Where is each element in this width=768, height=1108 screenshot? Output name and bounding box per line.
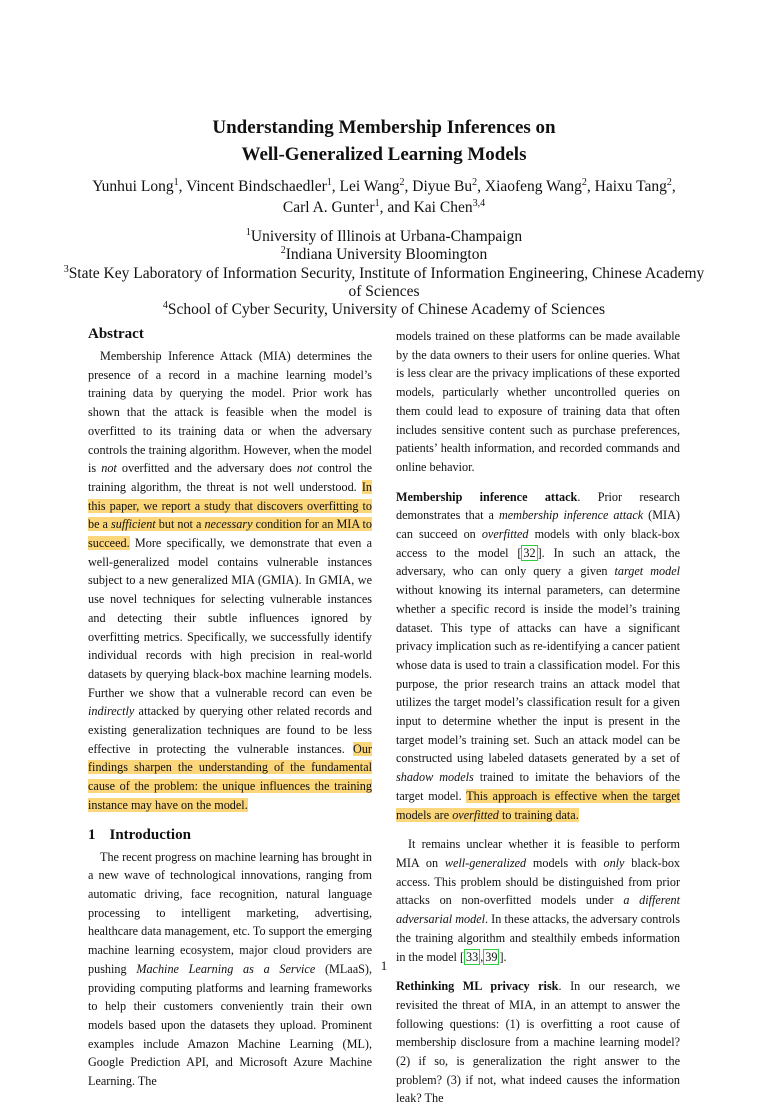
text-run: condition for an MIA to succeed. [88, 517, 373, 551]
text-run: The recent progress on machine learning has brought in a new wave of technological innovations, ranging from automatic driving, face recognition, natural language processing to intelligent marketing, advertising, healthcare data management, etc. To support the emerging machine learning ecosystem, major cloud providers are pushing [88, 849, 372, 976]
text-run: but not a [155, 517, 205, 532]
text-emphasis: membership inference attack [498, 508, 644, 523]
text-run: models with [526, 855, 604, 870]
author-affil-mark: 1 [173, 176, 179, 188]
affiliation-mark: 4 [162, 300, 168, 312]
text-emphasis: not [296, 461, 313, 476]
text-run: black-box access. This problem should be distinguished from prior attacks on non-overfitted models under [396, 855, 681, 908]
author-affil-mark: 2 [666, 176, 672, 188]
run-in-heading: Rethinking ML privacy risk [396, 979, 559, 994]
author-name: Lei Wang [339, 178, 400, 195]
citation-link[interactable]: 32 [523, 545, 536, 560]
text-run: trained to imitate the behaviors of the target model. [396, 770, 680, 803]
author-name: Haixu Tang [594, 178, 667, 195]
page-number: 1 [380, 958, 388, 973]
section-number: 1 [88, 826, 96, 843]
affiliation-mark: 2 [280, 245, 286, 257]
text-run: . In such an attack, the adversary, who can only query a given [396, 545, 680, 579]
text-run: This approach is effective when the target models are [396, 788, 681, 822]
title-line-2: Well-Generalized Learning Models [241, 144, 527, 165]
author-name: Xiaofeng Wang [484, 178, 582, 195]
paragraph: It remains unclear whether it is feasible to perform MIA on well-generalized models with only black-box access. This problem should be distinguished from prior attacks on non-overfitted models under a different adversarial model. In these attacks, the adversary controls the training algorithm and stealthily embeds information in the model [ 33 , 39 ]. [396, 837, 681, 964]
affiliation-list [60, 228, 708, 319]
run-in-heading: Membership inference attack [396, 489, 578, 504]
text-emphasis: target model [614, 564, 680, 579]
author-name: Yunhui Long [92, 178, 174, 195]
affiliation [60, 228, 708, 246]
highlight-annotation[interactable]: Our findings sharpen the understanding of the fundamental cause of the problem: the unique influences the training instance may have on the model. [88, 741, 372, 812]
text-emphasis: not [101, 461, 117, 476]
text-run: Membership Inference Attack (MIA) determines the presence of a record in a machine learning model’s training data by querying the model. Prior work has shown that the attack is feasible when the model is overfitted to its training data or when the adversary controls the training algorithm. However, when the model is [88, 349, 372, 476]
title-line-1: Understanding Membership Inferences on [212, 117, 556, 138]
author-name: Carl A. Gunter [282, 199, 375, 216]
abstract-heading: Abstract [88, 326, 144, 342]
affiliation-text: School of Cyber Security, University of Chinese Academy of Sciences [167, 301, 606, 319]
text-run: models with only black-box access to the model [396, 527, 681, 560]
text-run: . Prior research demonstrates that a [396, 489, 680, 523]
affiliation [60, 265, 708, 302]
text-emphasis: well-generalized [444, 855, 527, 870]
citation-link[interactable]: 33 [466, 949, 479, 964]
text-run: . [503, 949, 507, 964]
author-name: Vincent Bindschaedler [186, 178, 327, 195]
text-run: In this paper, we report a study that discovers overfitting to be a [88, 479, 372, 532]
text-run: , [480, 949, 484, 964]
author-affil-mark: 2 [472, 176, 478, 188]
paragraph-rethinking [396, 977, 680, 1108]
author-affil-mark: 1 [374, 197, 380, 209]
right-column [396, 327, 680, 1108]
text-run: to training data. [498, 807, 579, 822]
citation-link[interactable]: 39 [485, 949, 498, 964]
affiliation-text: State Key Laboratory of Information Security, Institute of Information Engineering, Chinese Academy of Sciences [68, 264, 705, 300]
author-affil-mark: 2 [399, 176, 405, 188]
text-emphasis: overfitted [481, 527, 529, 542]
left-column [88, 324, 372, 1091]
author-name: Diyue Bu [412, 178, 473, 195]
text-run: without knowing its internal parameters, can determine whether a specific record is inside the model’s training dataset. This type of attacks can have a significant privacy implication such as re-identifying a cancer patient whose data is used to train a classification model. For this purpose, the prior research trains an attack model that utilizes the target model’s classification result for a given input to determine whether the input is present in the target model’s training set. Such an attack model can be constructed using labeled datasets generated by a set of [396, 583, 680, 766]
text-emphasis: a different adversarial model [396, 893, 680, 927]
author-affil-mark: 2 [581, 176, 587, 188]
text-run: . In our research, we revisited the threat of MIA, in an attempt to answer the following questions: (1) is overfitting a root cause of membership disclosure from a machine learning model? (2) if so, is generalization the right answer to the problem? (3) if not, what indeed causes the information leak? The [396, 979, 680, 1106]
paragraph-membership-inference: Membership inference attack. Prior research demonstrates that a membership inference attack (MIA) can succeed on overfitted models with only black-box access to the model [ 32 ]. In such an attack, the adversary, who can only query a given target model without knowing its internal parameters, can determine whether a specific record is inside the model’s training dataset. This type of attacks can have a significant privacy implication such as re-identifying a cancer patient whose data is used to train a classification model. For this purpose, the prior research trains an attack model that utilizes the target model’s classification result for a given input to determine whether the input is present in the target model’s training set. Such an attack model can be constructed using labeled datasets generated by a set of shadow models trained to imitate the behaviors of the target model. This approach is effective when the target models are overfitted to training data. [396, 489, 681, 822]
text-emphasis: only [603, 855, 625, 870]
text-run: . In these attacks, the adversary controls the training algorithm and stealthily embeds information in the model [396, 912, 680, 964]
text-emphasis: necessary [204, 517, 253, 532]
affiliation [60, 246, 708, 264]
affiliation-mark: 3 [63, 263, 69, 275]
paragraph: models trained on these platforms can be made available by the data owners to their users for online queries. What is less clear are the privacy implications of these exported models, particularly whether uncontrolled queries on them could lead to exposure of training data that often includes sensitive content such as purchase preferences, patients’ health information, and recorded commands and online behavior. [396, 329, 680, 474]
text-emphasis: Machine Learning as a Service [136, 961, 316, 976]
affiliation-text: University of Illinois at Urbana-Champaign [250, 228, 523, 245]
affiliation-mark: 1 [245, 226, 251, 238]
author-name: and Kai Chen [387, 199, 473, 216]
text-run: overfitted and the adversary does [116, 461, 297, 476]
abstract-body [88, 347, 372, 815]
author-list: Yunhui Long$^1$, Vincent Bindschaedler$^1$, Lei Wang$^2$, Diyue Bu$^2$, Xiaofeng Wang$^2$, Haixu Tang$^2$, Carl A. Gunter$^1$, and Kai Chen$^{3,4}$ [92, 176, 676, 216]
text-run: control the training algorithm, the threat is not well understood. [88, 461, 372, 494]
affiliation [60, 301, 708, 319]
affiliation-text: Indiana University Bloomington [285, 246, 488, 264]
text-emphasis: sufficient [111, 517, 156, 532]
text-emphasis: overfitted [452, 807, 499, 822]
paper-title [0, 114, 768, 168]
text-emphasis: indirectly [88, 704, 135, 719]
text-run: It remains unclear whether it is feasible to perform MIA on [396, 837, 680, 870]
author-affil-mark: 1 [326, 176, 332, 188]
text-run: attacked by querying other related records and existing generalization techniques are found to be less effective in protecting the vulnerable instances. [88, 704, 372, 756]
text-run: (MIA) can succeed on [396, 508, 680, 542]
text-run: (MLaaS), providing computing platforms and learning frameworks to help their customers conveniently train their own models based upon the datasets they upload. Prominent examples include Amazon Machine Learning (ML), Google Prediction API, and Microsoft Azure Machine Learning. The [88, 961, 372, 1089]
author-affil-mark: 3,4 [472, 197, 486, 209]
section-title: Introduction [109, 826, 191, 843]
text-emphasis: shadow models [396, 770, 474, 785]
text-run: More specifically, we demonstrate that even a well-generalized model contains vulnerable instances subject to a new generalized MIA (GMIA). In GMIA, we use novel techniques for selecting vulnerable instances and detecting their subtle influences ignored by overfitting metrics. Specifically, we successfully identify individual records with high precision in real-world datasets by querying black-box machine learning models. Further we show that a vulnerable record can even be [88, 536, 372, 700]
section-heading-introduction [88, 825, 372, 845]
